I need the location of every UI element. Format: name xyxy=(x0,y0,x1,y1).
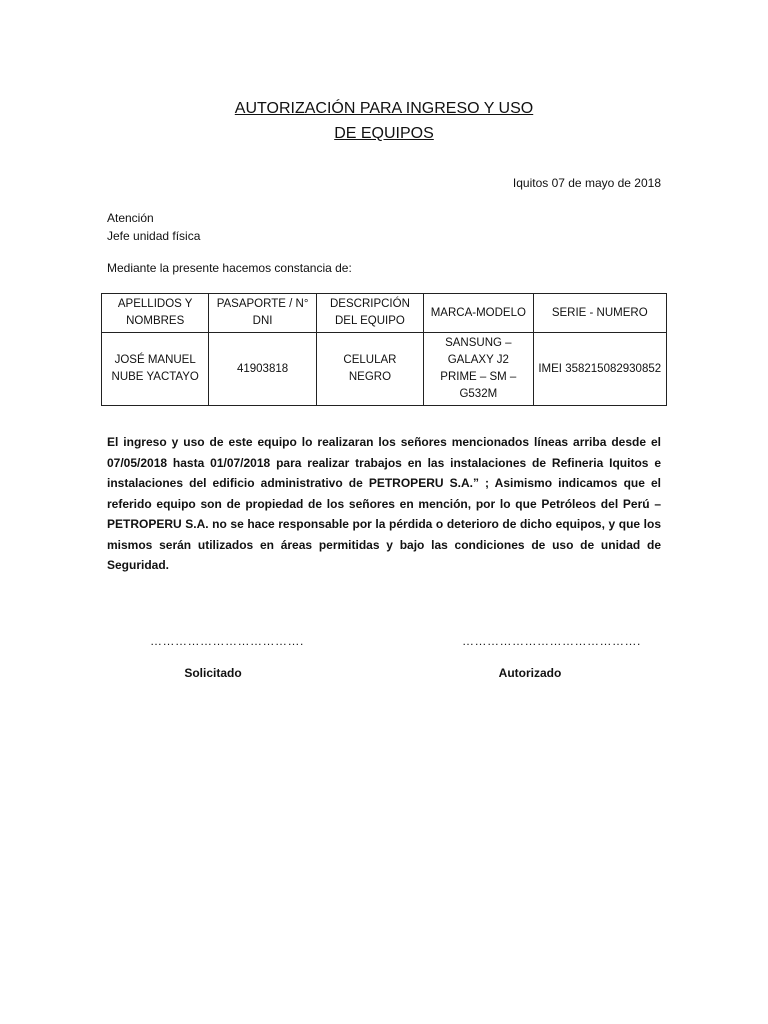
table-header-row xyxy=(102,294,667,333)
header-description: DESCRIPCIÓN DEL EQUIPO xyxy=(316,294,423,333)
attention-recipient: Jefe unidad física xyxy=(107,229,201,243)
cell-serial: IMEI 358215082930852 xyxy=(533,333,667,406)
signature-line-left: ………………………………. xyxy=(150,634,304,648)
title-line-1: AUTORIZACIÓN PARA INGRESO Y USO xyxy=(234,100,534,117)
signature-label-left: Solicitado xyxy=(184,666,242,680)
header-names: APELLIDOS Y NOMBRES xyxy=(102,294,209,333)
signature-authorized xyxy=(462,634,641,680)
cell-names: JOSÉ MANUEL NUBE YACTAYO xyxy=(102,333,209,406)
table-row xyxy=(102,333,667,406)
attention-label: Atención xyxy=(107,211,154,225)
header-serial: SERIE - NUMERO xyxy=(533,294,667,333)
cell-brand-model: SANSUNG – GALAXY J2 PRIME – SM – G532M xyxy=(424,333,533,406)
document-date: Iquitos 07 de mayo de 2018 xyxy=(512,176,661,190)
cell-passport: 41903818 xyxy=(209,333,316,406)
body-paragraph: El ingreso y uso de este equipo lo realizaran los señores mencionados líneas arriba desde el 07/05/2018 hasta 01/07/2018 para realizar trabajos en las instalaciones de Refineria Iquitos e instalaciones del edificio administrativo de PETROPERU S.A.” ; Asimismo indicamos que el referido equipo son de propiedad de los señores en mención, por lo que Petróleos del Perú – PETROPERU S.A. no se hace responsable por la pérdida o deterioro de dicho equipos, y que los mismos serán utilizados en áreas permitidas y bajo las condiciones de uso de unidad de Seguridad. xyxy=(107,435,661,572)
title-line-2: DE EQUIPOS xyxy=(334,125,434,142)
intro-text: Mediante la presente hacemos constancia de: xyxy=(107,261,352,275)
equipment-table xyxy=(101,293,667,406)
header-brand-model: MARCA-MODELO xyxy=(424,294,533,333)
signature-line-right: ……………………………………. xyxy=(462,634,641,648)
signature-label-right: Autorizado xyxy=(498,666,562,680)
signature-requested xyxy=(150,634,304,680)
document-title xyxy=(0,96,768,146)
cell-description: CELULAR NEGRO xyxy=(316,333,423,406)
header-passport: PASAPORTE / N° DNI xyxy=(209,294,316,333)
attention-block xyxy=(107,209,200,245)
